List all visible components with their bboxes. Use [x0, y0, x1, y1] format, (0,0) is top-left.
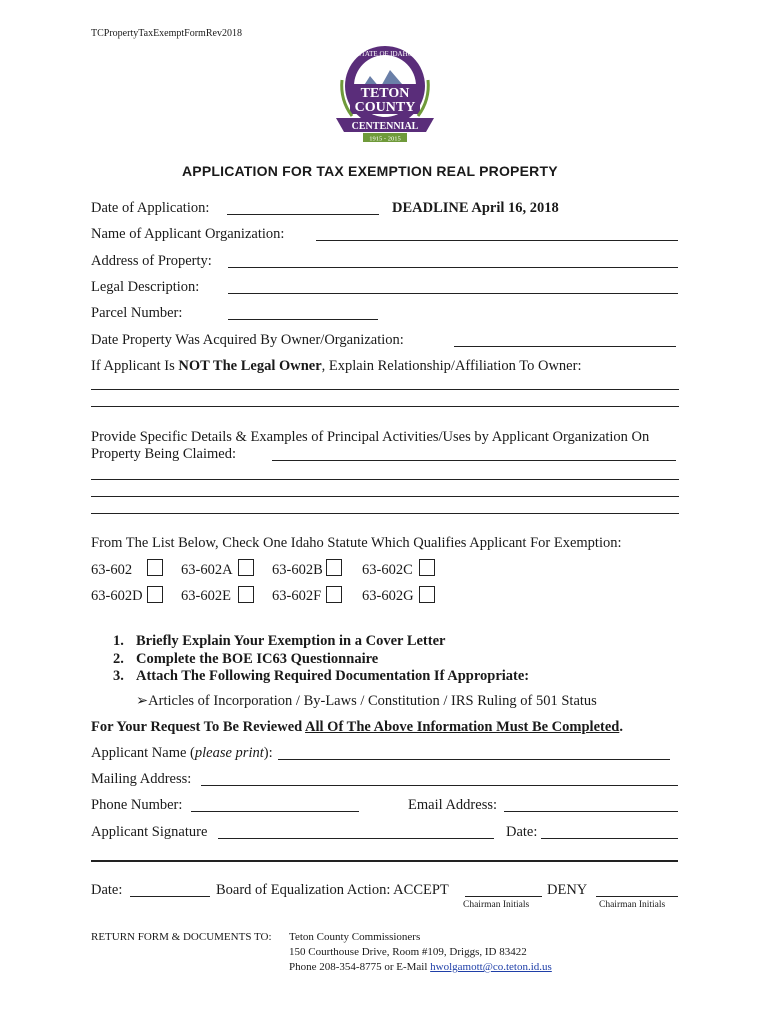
statute-label-63-602d: 63-602D — [91, 588, 143, 604]
applicant-name-label: Applicant Name (please print): — [91, 745, 273, 761]
details-field-line-1[interactable] — [272, 460, 676, 461]
address-field[interactable] — [228, 267, 678, 268]
date-of-application-field[interactable] — [227, 214, 379, 215]
statute-label-63-602f: 63-602F — [272, 588, 322, 604]
statute-label-63-602e: 63-602E — [181, 588, 231, 604]
phone-field[interactable] — [191, 811, 359, 812]
statute-checkbox-63-602b[interactable] — [326, 559, 342, 576]
statute-label-63-602c: 63-602C — [362, 562, 413, 578]
legal-description-field[interactable] — [228, 293, 678, 294]
step-2-number: 2. — [113, 651, 124, 667]
not-owner-line-1[interactable] — [91, 389, 679, 390]
step-1-text: Briefly Explain Your Exemption in a Cover Letter — [136, 633, 446, 649]
return-line-2: 150 Courthouse Drive, Room #109, Driggs, ID 83422 — [289, 946, 527, 958]
signature-label: Applicant Signature — [91, 824, 208, 840]
step-3-text: Attach The Following Required Documentation If Appropriate: — [136, 668, 530, 684]
parcel-number-label: Parcel Number: — [91, 305, 183, 321]
section-divider — [91, 860, 678, 862]
logo-line2: COUNTY — [354, 100, 416, 115]
signature-date-label: Date: — [506, 824, 538, 840]
return-line-1: Teton County Commissioners — [289, 931, 421, 943]
logo-line1: TETON — [360, 86, 410, 101]
accept-initials-field[interactable] — [465, 896, 542, 897]
signature-date-field[interactable] — [541, 838, 678, 839]
form-id: TCPropertyTaxExemptFormRev2018 — [91, 28, 242, 39]
statute-label-63-602b: 63-602B — [272, 562, 323, 578]
board-action-label: Board of Equalization Action: ACCEPT — [216, 882, 449, 898]
logo-years: 1915 - 2015 — [369, 135, 401, 143]
applicant-org-label: Name of Applicant Organization: — [91, 226, 285, 242]
step-1-number: 1. — [113, 633, 124, 649]
email-field[interactable] — [504, 811, 678, 812]
applicant-org-field[interactable] — [316, 240, 678, 241]
legal-description-label: Legal Description: — [91, 279, 200, 295]
page-title: APPLICATION FOR TAX EXEMPTION REAL PROPERTY — [182, 163, 558, 179]
deadline-text: DEADLINE April 16, 2018 — [392, 200, 559, 216]
return-label: RETURN FORM & DOCUMENTS TO: — [91, 931, 272, 943]
phone-label: Phone Number: — [91, 797, 183, 813]
step-2-text: Complete the BOE IC63 Questionnaire — [136, 651, 379, 667]
arrow-bullet-icon: ➢ — [136, 693, 149, 709]
details-label-line2: Property Being Claimed: — [91, 446, 236, 462]
not-owner-line-2[interactable] — [91, 406, 679, 407]
step-3-number: 3. — [113, 668, 124, 684]
board-date-field[interactable] — [130, 896, 210, 897]
not-owner-label: If Applicant Is NOT The Legal Owner, Explain Relationship/Affiliation To Owner: — [91, 358, 582, 374]
statute-checkbox-63-602e[interactable] — [238, 586, 254, 603]
statute-checkbox-63-602d[interactable] — [147, 586, 163, 603]
statute-checkbox-63-602f[interactable] — [326, 586, 342, 603]
accept-initials-caption: Chairman Initials — [463, 900, 530, 910]
board-date-label: Date: — [91, 882, 123, 898]
date-of-application-label: Date of Application: — [91, 200, 210, 216]
applicant-name-field[interactable] — [278, 759, 670, 760]
deny-label: DENY — [547, 882, 588, 898]
date-acquired-label: Date Property Was Acquired By Owner/Organization: — [91, 332, 404, 348]
details-field-line-3[interactable] — [91, 496, 679, 497]
details-label-line1: Provide Specific Details & Examples of Principal Activities/Uses by Applicant Organization On — [91, 429, 650, 445]
mailing-address-label: Mailing Address: — [91, 771, 192, 787]
teton-county-centennial-logo — [330, 40, 440, 145]
return-line-3: Phone 208-354-8775 or E-Mail hwolgamott@co.teton.id.us — [289, 961, 552, 973]
email-label: Email Address: — [408, 797, 498, 813]
logo-ribbon: CENTENNIAL — [351, 121, 419, 132]
statute-checkbox-63-602a[interactable] — [238, 559, 254, 576]
statute-label-63-602g: 63-602G — [362, 588, 414, 604]
docs-item: ➢Articles of Incorporation / By-Laws / Constitution / IRS Ruling of 501 Status — [136, 693, 597, 709]
statute-label-63-602: 63-602 — [91, 562, 133, 578]
deny-initials-caption: Chairman Initials — [599, 900, 666, 910]
signature-field[interactable] — [218, 838, 494, 839]
deny-initials-field[interactable] — [596, 896, 678, 897]
address-label: Address of Property: — [91, 253, 212, 269]
details-field-line-2[interactable] — [91, 479, 679, 480]
statute-checkbox-63-602c[interactable] — [419, 559, 435, 576]
email-link[interactable]: hwolgamott@co.teton.id.us — [430, 961, 552, 973]
date-acquired-field[interactable] — [454, 346, 676, 347]
statute-checkbox-63-602g[interactable] — [419, 586, 435, 603]
logo-arc-text: STATE OF IDAHO — [357, 50, 413, 58]
statute-prompt: From The List Below, Check One Idaho Statute Which Qualifies Applicant For Exemption: — [91, 535, 622, 551]
mailing-address-field[interactable] — [201, 785, 678, 786]
statute-label-63-602a: 63-602A — [181, 562, 233, 578]
statute-checkbox-63-602[interactable] — [147, 559, 163, 576]
details-field-line-4[interactable] — [91, 513, 679, 514]
review-note: For Your Request To Be Reviewed All Of The Above Information Must Be Completed. — [91, 719, 623, 735]
parcel-number-field[interactable] — [228, 319, 378, 320]
